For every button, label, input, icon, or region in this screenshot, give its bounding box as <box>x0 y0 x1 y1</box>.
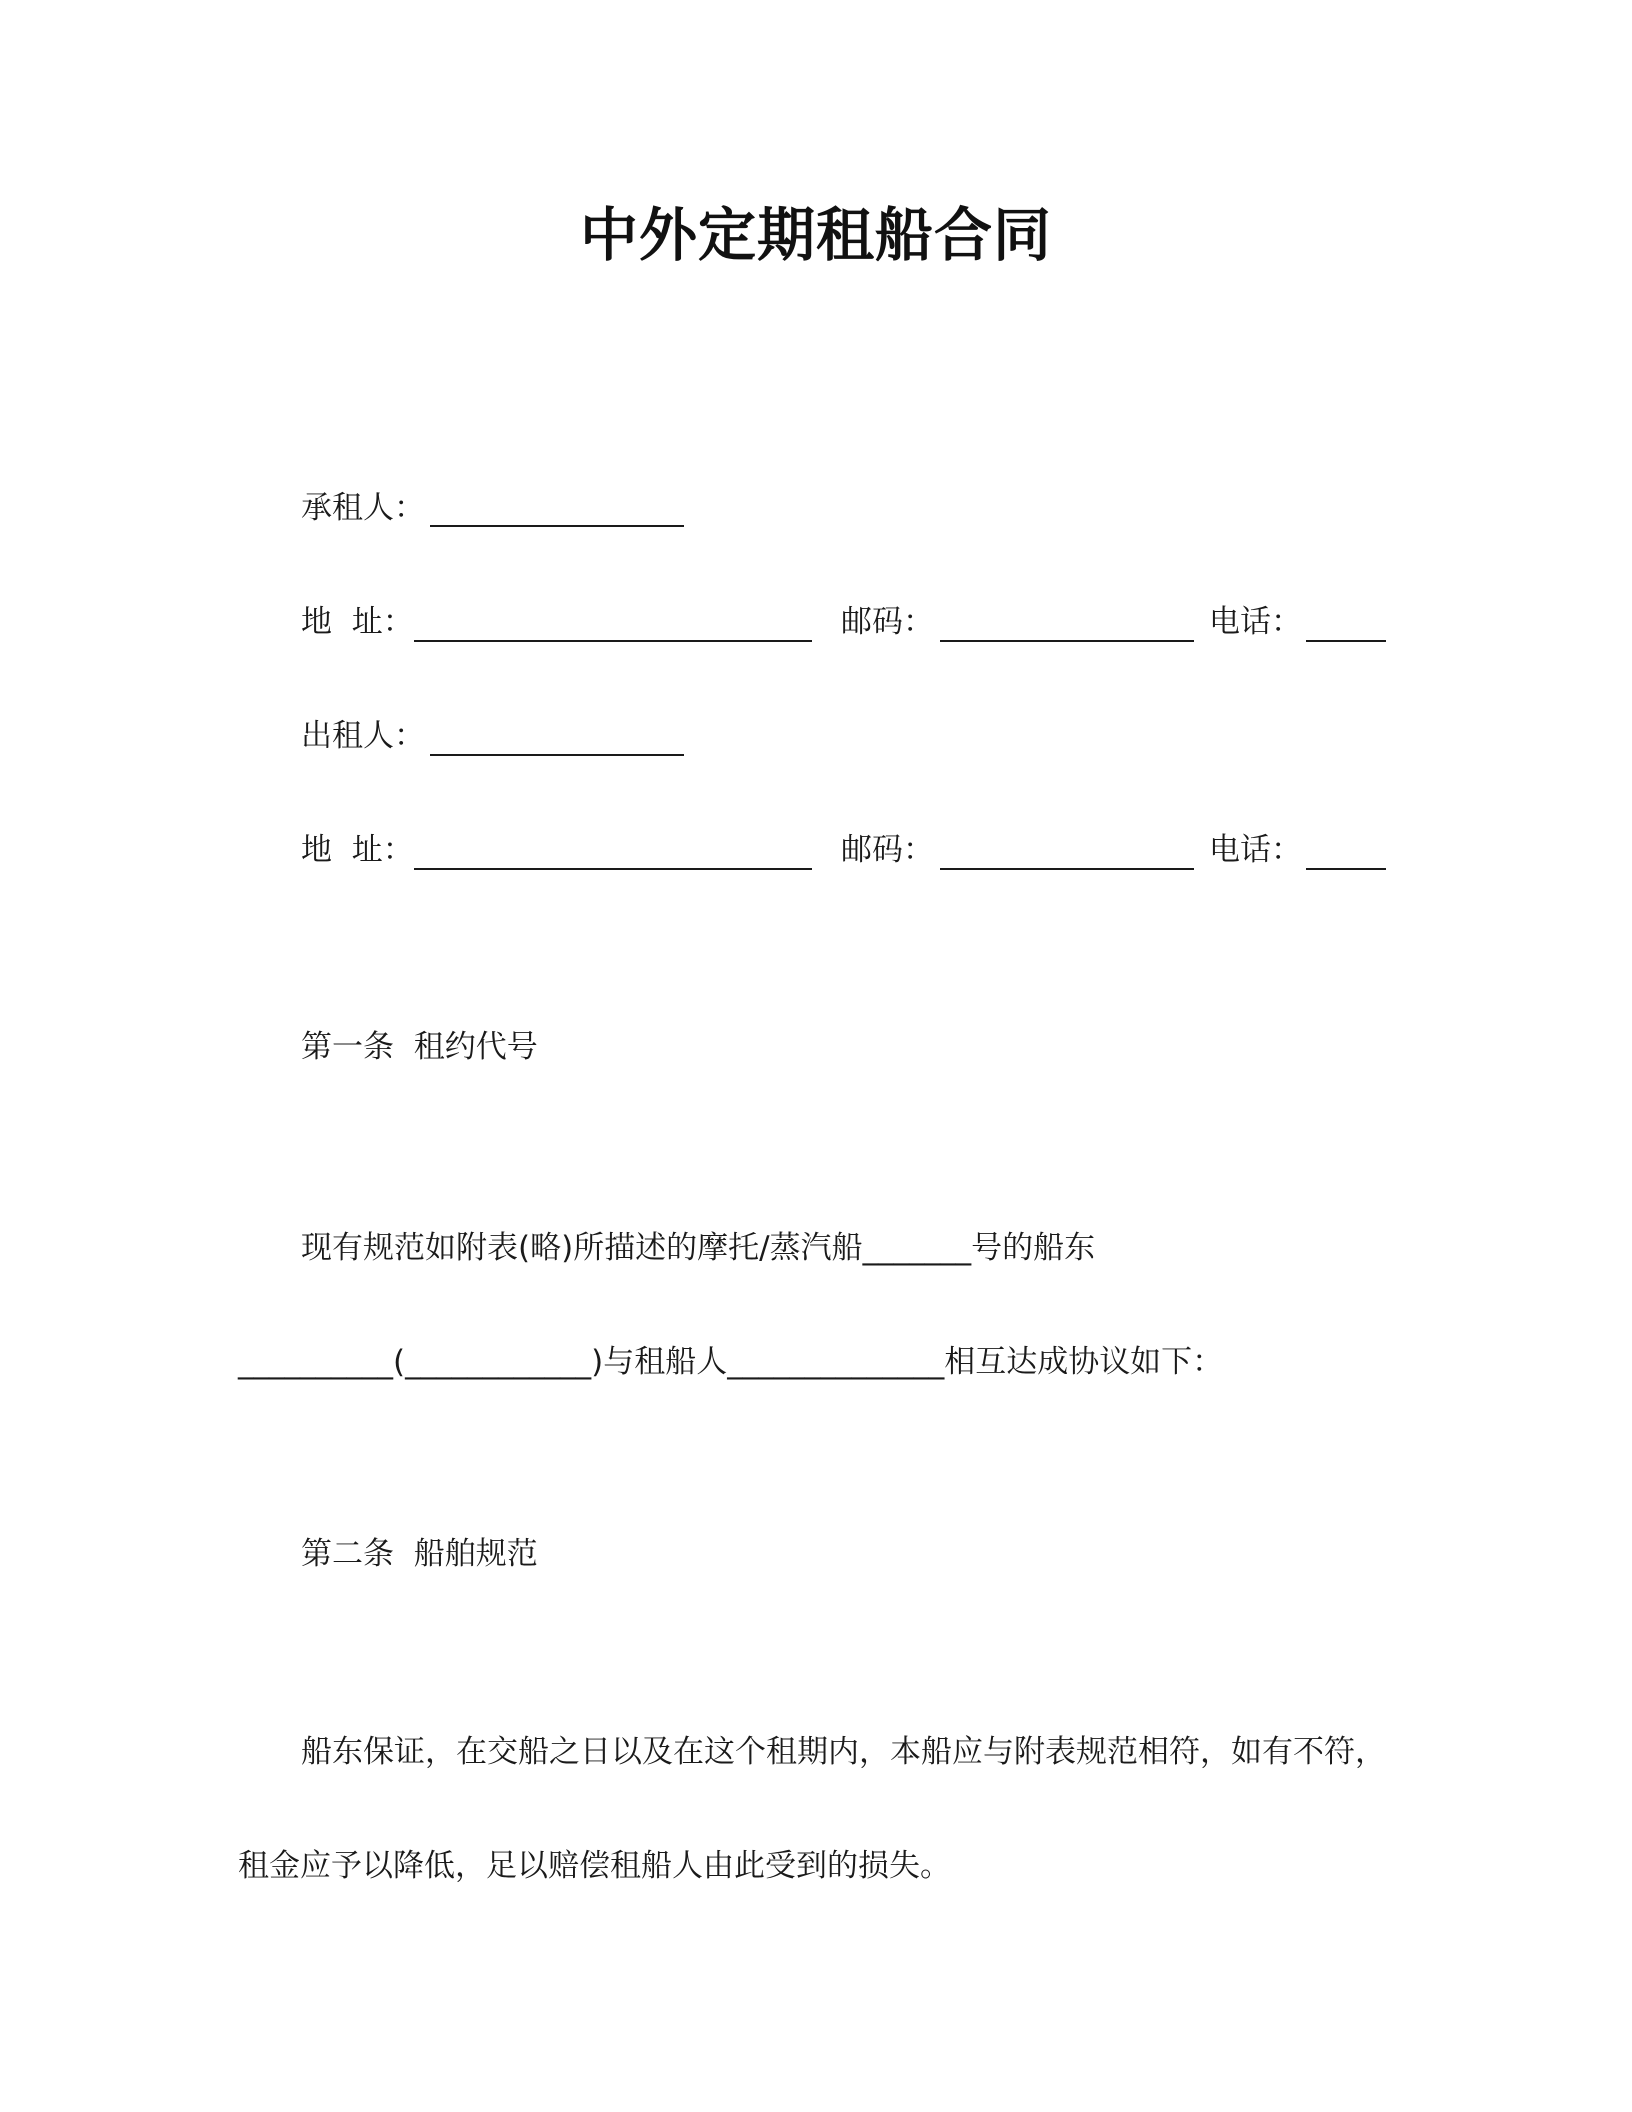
lessor-postcode-label: 邮码： <box>841 832 934 868</box>
lessor-address-label: 地 址： <box>301 832 414 868</box>
lessee-postcode-label: 邮码： <box>841 604 934 640</box>
article1-heading: 第一条 租约代号 <box>301 1029 538 1065</box>
lessor-phone-blank <box>1306 868 1386 870</box>
lessee-name-blank <box>430 525 684 527</box>
article1-paragraph-line2: __________(____________)与租船人______________相互达成协议如下： <box>238 1344 1224 1380</box>
lessor-address-blank <box>414 868 812 870</box>
lessee-address-blank <box>414 640 812 642</box>
lessee-phone-label: 电话： <box>1209 604 1302 640</box>
article1-paragraph-line1: 现有规范如附表(略)所描述的摩托/蒸汽船_______号的船东 <box>301 1230 1096 1266</box>
lessor-phone-label: 电话： <box>1209 832 1302 868</box>
lessee-phone-blank <box>1306 640 1386 642</box>
lessee-label: 承租人： <box>301 490 425 526</box>
lessor-postcode-blank <box>940 868 1194 870</box>
article2-paragraph-line2: 租金应予以降低，足以赔偿租船人由此受到的损失。 <box>238 1848 951 1884</box>
lessee-postcode-blank <box>940 640 1194 642</box>
lessor-label: 出租人： <box>301 718 425 754</box>
lessee-address-label: 地 址： <box>301 604 414 640</box>
article2-heading: 第二条 船舶规范 <box>301 1536 538 1572</box>
article2-paragraph-line1: 船东保证，在交船之日以及在这个租期内，本船应与附表规范相符，如有不符， <box>301 1734 1386 1770</box>
document-title: 中外定期租船合同 <box>579 201 1052 269</box>
lessor-name-blank <box>430 754 684 756</box>
